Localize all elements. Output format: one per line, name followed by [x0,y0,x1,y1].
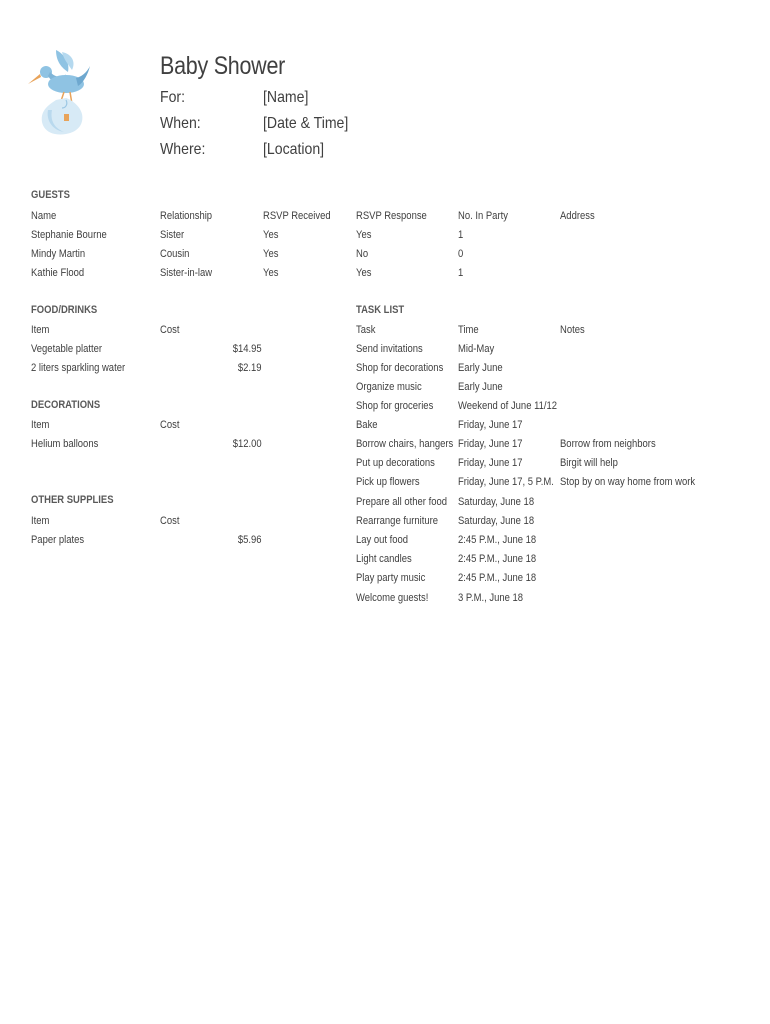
task-name: Bake [356,419,378,431]
task-name: Shop for groceries [356,400,434,412]
when-label: When: [160,115,201,132]
task-time: 2:45 P.M., June 18 [458,534,537,546]
food-heading: FOOD/DRINKS [31,304,98,316]
food-col-item: Item [31,324,50,336]
task-name: Organize music [356,381,422,393]
guest-rsvp-received: Yes [263,267,279,279]
task-name: Borrow chairs, hangers [356,438,454,450]
food-item: 2 liters sparkling water [31,362,126,374]
guest-name: Stephanie Bourne [31,229,107,241]
task-name: Prepare all other food [356,496,447,508]
tasks-heading: TASK LIST [356,304,405,316]
for-value: [Name] [263,89,309,106]
task-name: Light candles [356,553,412,565]
guest-rsvp-response: Yes [356,267,372,279]
decoration-cost: $12.00 [233,438,262,450]
task-name: Play party music [356,572,426,584]
food-cost: $14.95 [233,343,262,355]
task-time: Weekend of June 11/12 [458,400,558,412]
decorations-col-item: Item [31,419,50,431]
guest-rsvp-response: Yes [356,229,372,241]
supply-item: Paper plates [31,534,85,546]
task-time: Mid-May [458,343,495,355]
stork-carrying-baby-icon [26,48,92,138]
guest-relationship: Cousin [160,248,190,260]
guests-col-rsvp-received: RSVP Received [263,210,331,222]
task-name: Pick up flowers [356,476,420,488]
guest-rsvp-received: Yes [263,229,279,241]
task-name: Rearrange furniture [356,515,439,527]
supplies-heading: OTHER SUPPLIES [31,494,114,506]
supply-cost: $5.96 [238,534,262,546]
supplies-col-cost: Cost [160,515,180,527]
task-time: 2:45 P.M., June 18 [458,572,537,584]
task-name: Welcome guests! [356,592,429,604]
tasks-col-time: Time [458,324,479,336]
task-name: Shop for decorations [356,362,444,374]
page-title: Baby Shower [160,52,286,80]
task-name: Put up decorations [356,457,435,469]
food-cost: $2.19 [238,362,262,374]
task-time: Friday, June 17 [458,419,523,431]
guests-col-relationship: Relationship [160,210,213,222]
guests-col-rsvp-response: RSVP Response [356,210,427,222]
supplies-col-item: Item [31,515,50,527]
task-time: Friday, June 17 [458,457,523,469]
task-name: Lay out food [356,534,409,546]
task-time: 3 P.M., June 18 [458,592,524,604]
guest-relationship: Sister-in-law [160,267,213,279]
guest-relationship: Sister [160,229,185,241]
when-value: [Date & Time] [263,115,349,132]
task-time: Saturday, June 18 [458,515,535,527]
where-label: Where: [160,141,206,158]
guest-rsvp-response: No [356,248,369,260]
tasks-col-task: Task [356,324,376,336]
task-time: Friday, June 17, 5 P.M. [458,476,554,488]
guest-name: Kathie Flood [31,267,85,279]
guests-col-in-party: No. In Party [458,210,508,222]
tasks-col-notes: Notes [560,324,585,336]
task-time: Saturday, June 18 [458,496,535,508]
decorations-col-cost: Cost [160,419,180,431]
task-notes: Borrow from neighbors [560,438,656,450]
decorations-heading: DECORATIONS [31,399,101,411]
task-notes: Birgit will help [560,457,618,469]
guest-rsvp-received: Yes [263,248,279,260]
for-label: For: [160,89,186,106]
task-time: Early June [458,381,503,393]
food-col-cost: Cost [160,324,180,336]
task-notes: Stop by on way home from work [560,476,696,488]
guest-in-party: 1 [458,229,464,241]
guests-heading: GUESTS [31,189,70,201]
guests-col-name: Name [31,210,57,222]
task-time: 2:45 P.M., June 18 [458,553,537,565]
where-value: [Location] [263,141,325,158]
guest-in-party: 1 [458,267,464,279]
task-time: Early June [458,362,503,374]
guest-name: Mindy Martin [31,248,86,260]
task-time: Friday, June 17 [458,438,523,450]
guests-col-address: Address [560,210,595,222]
food-item: Vegetable platter [31,343,103,355]
task-name: Send invitations [356,343,423,355]
decoration-item: Helium balloons [31,438,99,450]
guest-in-party: 0 [458,248,464,260]
